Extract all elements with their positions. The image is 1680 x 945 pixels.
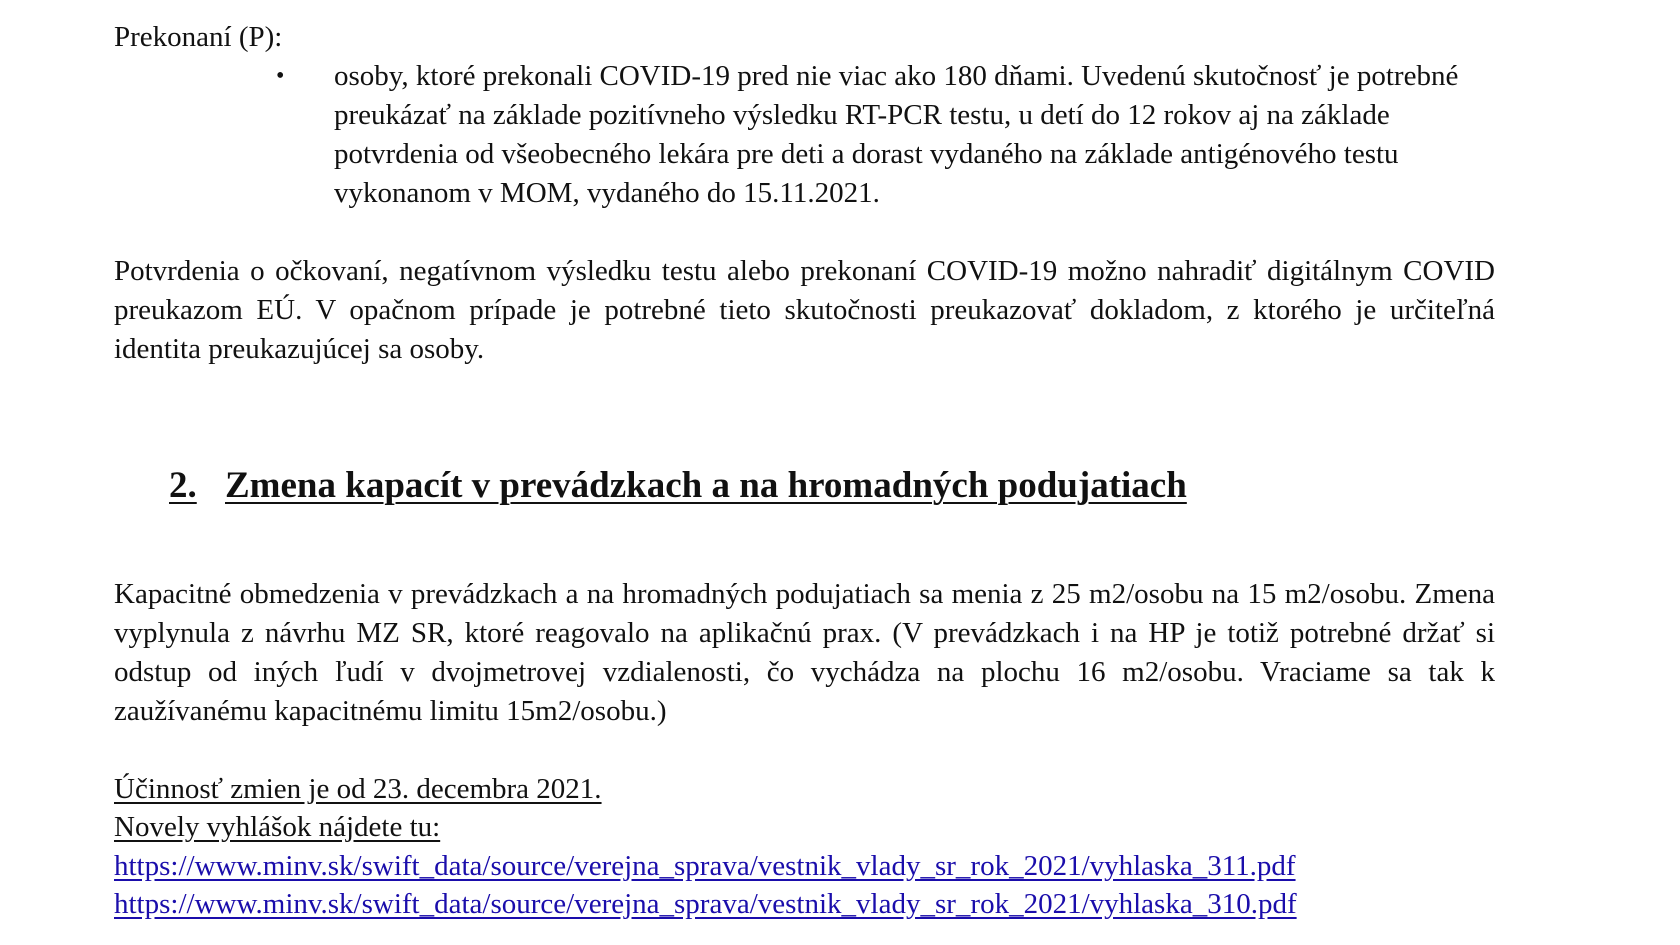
amendments-label: Novely vyhlášok nájdete tu: <box>114 811 441 843</box>
effective-date-note: Účinnosť zmien je od 23. decembra 2021. <box>114 773 602 805</box>
certificates-paragraph: Potvrdenia o očkovaní, negatívnom výsledku testu alebo prekonaní COVID-19 možno nahradiť digitálnym COVID preukazom EÚ. V opačnom prípade je potrebné tieto skutočnosti preukazovať dokladom, z ktorého je určiteľná identita preukazujúcej sa osoby. <box>114 255 1495 365</box>
section-2-title: Zmena kapacít v prevádzkach a na hromadných podujatiach <box>225 465 1187 506</box>
decree-310-link[interactable]: https://www.minv.sk/swift_data/source/verejna_sprava/vestnik_vlady_sr_rok_2021/vyhlaska_310.pdf <box>114 888 1297 920</box>
bullet-icon: • <box>276 63 285 89</box>
recovered-bullet-item <box>276 57 1496 213</box>
capacity-paragraph: Kapacitné obmedzenia v prevádzkach a na hromadných podujatiach sa menia z 25 m2/osobu na 15 m2/osobu. Zmena vyplynula z návrhu MZ SR, ktoré reagovalo na aplikačnú prax. (V prevádzkach i na HP je totiž potrebné držať si odstup od iných ľudí v dvojmetrovej vzdialenosti, čo vychádza na plochu 16 m2/osobu. Vraciame sa tak k zaužívanému kapacitnému limitu 15m2/osobu.) <box>114 578 1495 727</box>
section-2-heading <box>169 464 1187 508</box>
section-2-number: 2. <box>169 465 197 506</box>
recovered-bullet-text: osoby, ktoré prekonali COVID-19 pred nie viac ako 180 dňami. Uvedenú skutočnosť je potrebné preukázať na základe pozitívneho výsledku RT-PCR testu, u detí do 12 rokov aj na základe potvrdenia od všeobecného lekára pre deti a dorast vydaného na základe antigénového testu vykonanom v MOM, vydaného do 15.11.2021. <box>334 60 1459 209</box>
decree-311-link[interactable]: https://www.minv.sk/swift_data/source/verejna_sprava/vestnik_vlady_sr_rok_2021/vyhlaska_311.pdf <box>114 850 1296 882</box>
recovered-label: Prekonaní (P): <box>114 21 283 53</box>
